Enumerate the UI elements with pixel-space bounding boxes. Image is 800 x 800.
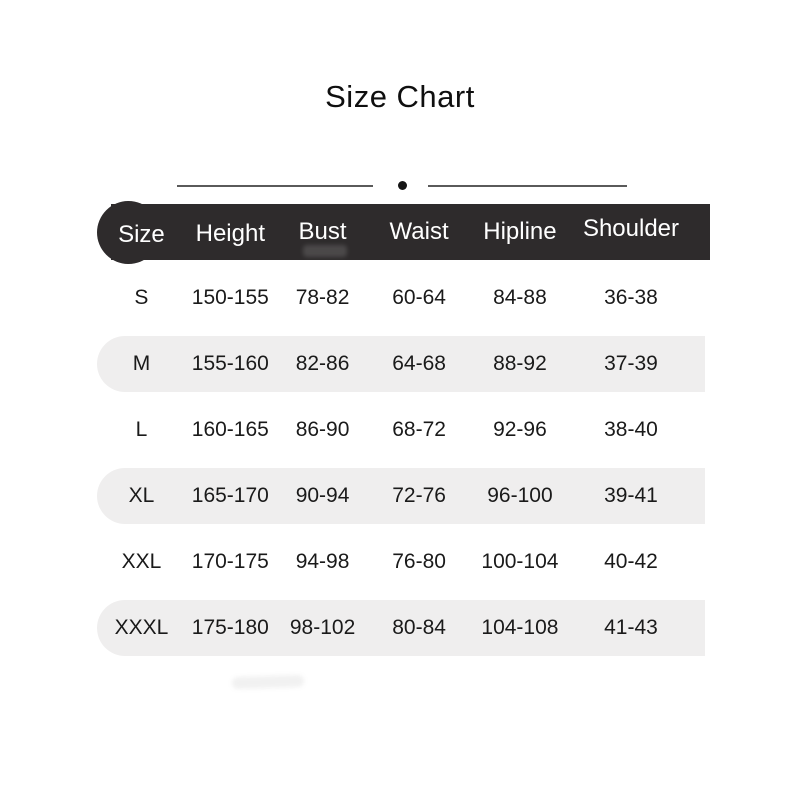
height-value: 165-170 [191, 484, 269, 507]
height-value: 150-155 [191, 286, 269, 309]
waist-value: 60-64 [392, 286, 446, 309]
table-row-l [97, 401, 710, 459]
hipline-value: 92-96 [493, 418, 547, 441]
bust-value: 78-82 [295, 286, 350, 309]
column-header-hipline: Hipline [483, 217, 557, 245]
column-header-shoulder: Shoulder [582, 214, 680, 242]
shoulder-value: 41-43 [604, 616, 658, 639]
column-header-size: Size [118, 220, 165, 248]
page-title: Size Chart [325, 79, 475, 114]
shoulder-value: 36-38 [604, 286, 658, 309]
waist-value: 76-80 [392, 550, 446, 573]
hipline-value: 84-88 [493, 286, 547, 309]
divider-line-right [428, 185, 627, 187]
shoulder-value: 40-42 [604, 550, 658, 573]
waist-value: 72-76 [392, 484, 446, 507]
waist-value: 64-68 [392, 352, 446, 375]
column-header-bust: Bust [298, 217, 347, 245]
size-chart-table [97, 203, 710, 665]
bust-value: 90-94 [295, 484, 350, 507]
shoulder-value: 39-41 [604, 484, 658, 507]
bust-value: 98-102 [289, 616, 356, 639]
waist-value: 80-84 [392, 616, 446, 639]
size-label: M [132, 352, 151, 375]
table-row-s [97, 269, 710, 327]
divider-line-left [177, 185, 373, 187]
column-header-waist: Waist [389, 217, 449, 245]
size-label: XL [128, 484, 155, 507]
height-value: 160-165 [191, 418, 269, 441]
hipline-value: 96-100 [487, 484, 553, 507]
bust-value: 86-90 [295, 418, 350, 441]
height-value: 170-175 [191, 550, 269, 573]
waist-value: 68-72 [392, 418, 446, 441]
size-label: XXL [121, 550, 162, 573]
table-row-xxl [97, 533, 710, 591]
divider-dot [398, 181, 407, 190]
table-row-xxxl [97, 599, 710, 657]
table-row-xl [97, 467, 710, 525]
column-header-height: Height [195, 219, 265, 247]
hipline-value: 104-108 [481, 616, 559, 639]
size-label: XXXL [114, 616, 169, 639]
hipline-value: 100-104 [481, 550, 559, 573]
table-header-row [97, 203, 710, 262]
bust-value: 94-98 [295, 550, 350, 573]
table-row-m [97, 335, 710, 393]
shoulder-value: 37-39 [604, 352, 658, 375]
bust-value: 82-86 [295, 352, 350, 375]
size-label: L [135, 418, 148, 441]
height-value: 175-180 [191, 616, 269, 639]
artifact-smudge [232, 675, 304, 690]
shoulder-value: 38-40 [604, 418, 658, 441]
height-value: 155-160 [191, 352, 269, 375]
size-label: S [134, 286, 149, 309]
hipline-value: 88-92 [493, 352, 547, 375]
